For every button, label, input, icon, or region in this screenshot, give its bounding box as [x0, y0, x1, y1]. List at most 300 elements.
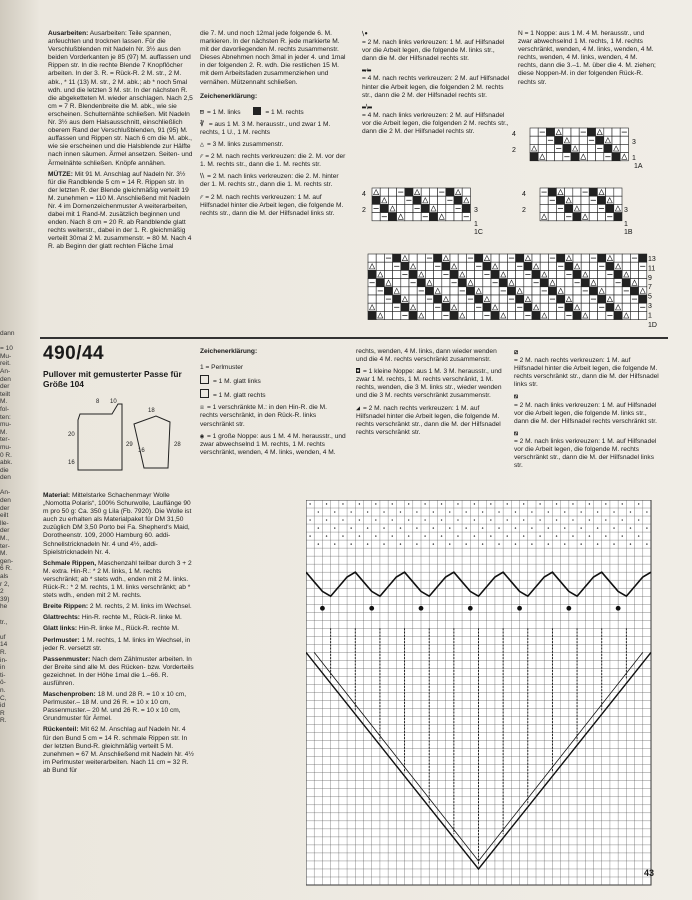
yoke-dot	[490, 519, 491, 520]
chart-cell	[384, 303, 392, 311]
yoke-dot	[622, 519, 623, 520]
yoke-dot	[441, 503, 442, 504]
yoke-dot	[605, 503, 606, 504]
chart-cell	[571, 128, 579, 136]
chart-cell	[639, 270, 647, 278]
left-edge-fragment: R.	[0, 717, 7, 725]
triangle-icon: △	[200, 140, 204, 149]
chart-cell	[434, 279, 442, 287]
left-edge-fragment: An-	[0, 489, 11, 497]
chart-cell	[413, 213, 421, 221]
left-edge-fragment: mu-	[0, 443, 12, 451]
left-edge-fragment: R	[0, 709, 5, 717]
chart-cell	[425, 262, 433, 270]
chart-cell	[589, 287, 597, 295]
chart-cell	[548, 188, 556, 196]
chart-cell	[438, 196, 446, 204]
minus-box-icon: ⊟	[200, 107, 204, 116]
chart-cell	[563, 128, 571, 136]
chart-cell	[516, 279, 524, 287]
legend2-cross-right-purl: ⧄ = 2 M. nach rechts verkreuzen: 1 M. auf Hilfsnadel hinter die Arbeit legen, die folgende M. rechts verschränkt str., dann die M. der Hilfsnadel links str.	[514, 348, 659, 389]
yoke-dot	[490, 503, 491, 504]
chart-row-label: 1	[474, 221, 478, 228]
legend-decrease: △ = 3 M. links zusammenstr.	[200, 140, 284, 149]
chart-cell	[612, 128, 620, 136]
yoke-dot	[400, 511, 401, 512]
chart-cell	[421, 188, 429, 196]
chart-cell	[450, 287, 458, 295]
legend2-big-nub-cont: rechts, wenden, 4 M. links, dann wieder wenden und die 4 M. rechts verschränkt zusammenstr.	[356, 348, 497, 364]
left-edge-fragment: in	[0, 664, 6, 672]
yoke-dot	[392, 519, 393, 520]
chart-cell	[530, 153, 538, 161]
chart-cell	[516, 270, 524, 278]
chart-row-label: 1A	[634, 163, 643, 170]
chart-cell	[409, 295, 417, 303]
yoke-dot	[375, 503, 376, 504]
chart-cell	[425, 287, 433, 295]
yoke-dot	[457, 503, 458, 504]
yoke-dot	[523, 503, 524, 504]
yoke-dot	[375, 519, 376, 520]
chart-cell	[507, 287, 515, 295]
yoke-dot	[630, 543, 631, 544]
yoke-dot	[482, 511, 483, 512]
chart-cell	[587, 153, 595, 161]
yoke-dot	[465, 543, 466, 544]
chart-cell	[376, 254, 384, 262]
chart-cell	[589, 204, 597, 212]
big-nub-icon: ◉	[200, 431, 204, 440]
yoke-dot	[465, 527, 466, 528]
left-page-edge-text	[0, 330, 36, 900]
left-edge-fragment: uf	[0, 633, 6, 641]
left-edge-fragment	[0, 611, 36, 619]
chart-cell	[620, 136, 628, 144]
left-edge-fragment: C,	[0, 694, 7, 702]
chart-cell	[530, 136, 538, 144]
rib-narrow-text: Schmale Rippen, Maschenzahl teilbar durch 3 + 2 M. extra. Hin-R.: * 2 M. links, 1 M. rechts verschränkt; ab * stets wdh., enden mit 2 M. links. Rück-R.: * 2 M. rechts, 1 M. links verschränkt; ab * stets wdh., enden mit 2 M. rechts.	[43, 559, 192, 600]
chart-cell	[571, 153, 579, 161]
chart-cell	[458, 254, 466, 262]
chart-row-label: 7	[648, 284, 652, 292]
yoke-dot	[441, 519, 442, 520]
chart-cell	[417, 295, 425, 303]
yoke-dot	[408, 503, 409, 504]
chart-cell	[376, 279, 384, 287]
sketch-label: 10	[110, 399, 117, 405]
chart-row-label: 2	[362, 207, 366, 214]
left-edge-fragment: gen-	[0, 557, 14, 565]
chart-cell	[475, 295, 483, 303]
chart-cell	[491, 295, 499, 303]
chart-cell	[421, 204, 429, 212]
dash-box-icon	[200, 389, 209, 398]
chart-row-label: 1	[632, 155, 636, 162]
chart-cell	[475, 270, 483, 278]
yoke-dot	[515, 543, 516, 544]
four-cross-left-icon: ▬⧵▬	[362, 102, 373, 111]
yoke-dot	[622, 535, 623, 536]
chart-cell	[565, 287, 573, 295]
chart-cell	[466, 311, 474, 319]
chart-cell	[507, 270, 515, 278]
chart-cell	[442, 279, 450, 287]
yoke-dot	[515, 511, 516, 512]
chart-cell	[639, 279, 647, 287]
chart-cell	[483, 287, 491, 295]
chart-cell	[524, 287, 532, 295]
yoke-dot	[556, 503, 557, 504]
chart-cell	[573, 196, 581, 204]
left-edge-fragment: der	[0, 504, 10, 512]
chart-cell	[475, 311, 483, 319]
chart-cell	[606, 204, 614, 212]
yoke-dot	[630, 511, 631, 512]
chart-cell	[614, 213, 622, 221]
yoke-dot	[597, 511, 598, 512]
yoke-dot	[449, 511, 450, 512]
chart-cell	[384, 311, 392, 319]
chart-row-label: 11	[648, 265, 656, 273]
chart-cell	[429, 188, 437, 196]
yoke-dot	[482, 527, 483, 528]
chart-cell	[466, 270, 474, 278]
chart-cell	[604, 144, 612, 152]
chart-cell	[581, 303, 589, 311]
left-edge-fragment: = 10	[0, 345, 13, 353]
yoke-dot	[531, 511, 532, 512]
left-edge-fragment: ö-	[0, 679, 6, 687]
yoke-dot	[350, 543, 351, 544]
yoke-dot	[646, 511, 647, 512]
chart-cell	[540, 279, 548, 287]
chart-cell	[598, 311, 606, 319]
chart-cell	[581, 262, 589, 270]
legend2-purl: = 1 M. glatt links	[200, 375, 346, 386]
left-edge-fragment: ti-	[0, 671, 6, 679]
chart-cell	[614, 295, 622, 303]
garment-sketch	[52, 396, 200, 478]
chart-cell	[557, 270, 565, 278]
left-edge-fragment: fol-	[0, 405, 10, 413]
chart-cell	[555, 153, 563, 161]
yoke-dot	[630, 527, 631, 528]
yoke-dot	[457, 519, 458, 520]
chart-cell	[538, 136, 546, 144]
yoke-dot	[465, 511, 466, 512]
yoke-dot	[383, 511, 384, 512]
yoke-dot	[646, 527, 647, 528]
yoke-dot	[342, 503, 343, 504]
seed-stitch-text: Perlmuster: 1 M. rechts, 1 M. links im Wechsel, in jeder R. versetzt str.	[43, 636, 191, 652]
top-right-column-2	[518, 30, 656, 90]
yoke-dot	[433, 543, 434, 544]
chart-cell	[475, 279, 483, 287]
chart-cell	[620, 144, 628, 152]
yoke-dot	[326, 519, 327, 520]
chart-row-label: 1	[624, 221, 628, 228]
chart-cell	[573, 295, 581, 303]
cross-right-purl-icon: ⧄	[514, 348, 519, 356]
chart-cell	[499, 254, 507, 262]
chart-row-label: 3	[648, 303, 652, 310]
yoke-dot	[367, 543, 368, 544]
chart-cell	[458, 262, 466, 270]
left-edge-fragment: als	[0, 573, 9, 580]
yoke-dot	[564, 543, 565, 544]
left-edge-fragment: he	[0, 603, 8, 611]
chart-cell	[565, 303, 573, 311]
chart-cell	[589, 311, 597, 319]
chart-cell	[405, 213, 413, 221]
yoke-nub	[419, 606, 424, 611]
chart-cell	[571, 136, 579, 144]
yoke-dot	[580, 527, 581, 528]
article-title: Pullover mit gemusterter Passe für Größe 104	[43, 369, 182, 389]
chart-cell	[397, 196, 405, 204]
yoke-dot	[556, 519, 557, 520]
chart-cell	[548, 213, 556, 221]
chart-cell	[425, 303, 433, 311]
yoke-dot	[564, 511, 565, 512]
yoke-pattern-text: Passenmuster: Nach dem Zählmuster arbeiten. In der Breite sind alle M. des Rücken- bzw. Vorderteils gezeichnet. In der Höhe 1mal die 1.–66. R. ausführen.	[43, 655, 194, 687]
legend-row-1: ⊟ = 1 M. links = 1 M. rechts	[200, 107, 304, 116]
chart-cell	[540, 295, 548, 303]
chart-cell	[573, 311, 581, 319]
yoke-dot	[359, 519, 360, 520]
chart-cell	[581, 196, 589, 204]
chart-cell	[454, 213, 462, 221]
chart-cell	[589, 188, 597, 196]
article-number: 490/44	[43, 343, 105, 364]
chart-cell	[466, 287, 474, 295]
chart-cell	[401, 262, 409, 270]
chart-cell	[450, 311, 458, 319]
yoke-dot	[597, 543, 598, 544]
chart-cell	[530, 128, 538, 136]
chart-cell	[434, 270, 442, 278]
chart-cell	[483, 279, 491, 287]
top-left-column	[48, 30, 193, 255]
chart-cell	[538, 144, 546, 152]
yoke-dot	[589, 503, 590, 504]
yoke-chart	[306, 500, 666, 886]
cross-left-twisted-icon: ⧅	[514, 428, 519, 437]
chart-cell	[548, 311, 556, 319]
yoke-dot	[474, 503, 475, 504]
chart-cell	[434, 254, 442, 262]
yoke-dot	[507, 503, 508, 504]
chart-cell	[557, 254, 565, 262]
left-edge-fragment: An-	[0, 367, 11, 375]
yoke-dot	[342, 519, 343, 520]
chart-cell	[425, 311, 433, 319]
chart-cell	[462, 188, 470, 196]
left-edge-fragment: 39)	[0, 595, 10, 603]
left-edge-fragment: n.	[0, 686, 6, 694]
chart-cell	[606, 279, 614, 287]
yoke-dot	[449, 543, 450, 544]
chart-cell	[589, 262, 597, 270]
chart-cell	[555, 136, 563, 144]
legend-nub: N = 1 Noppe: aus 1 M. 4 M. herausstr., und zwar abwechselnd 1 M. rechts, 1 M. rechts verschränkt, wenden, 4 M. links, wenden, 4 M. rechts, wenden, 4 M. links, wenden, 4 M. rechts, dann die 3.–1. M. über die 4. M. ziehen; diese Noppen-M. in der folgenden Rück-R. rechts str.	[518, 30, 656, 86]
reverse-stockinette-text: Glatt links: Hin-R. linke M., Rück-R. rechte M.	[43, 625, 179, 633]
yoke-dot	[342, 535, 343, 536]
left-edge-fragment	[0, 626, 36, 634]
chart-cell	[442, 287, 450, 295]
chart-cell	[573, 254, 581, 262]
chart-cell	[606, 287, 614, 295]
chart-cell	[532, 311, 540, 319]
yoke-dot	[383, 543, 384, 544]
cross-left-icon: ⧵⧵	[200, 172, 205, 181]
chart-cell	[622, 295, 630, 303]
chart-cell	[450, 295, 458, 303]
chart-cell	[622, 254, 630, 262]
chart-cell	[458, 303, 466, 311]
chart-cell	[429, 213, 437, 221]
chart-cell	[540, 196, 548, 204]
chart-cell	[491, 287, 499, 295]
chart-row-label: 4	[362, 191, 366, 198]
chart-cell	[516, 295, 524, 303]
chart-cell	[425, 270, 433, 278]
rib-wide-text: Breite Rippen: 2 M. rechts, 2 M. links im Wechsel.	[43, 603, 192, 611]
hat-continued-text: die 7. M. und noch 12mal jede folgende 6. M. markieren. In der nächsten R. jede markierte M. mit der davorliegenden M. rechts zusammenstr. Dieses Abnehmen noch 3mal in jeder 4. und 1mal in der folgenden 2. R. wdh. Die restlichen 15 M. mit dem Arbeitsfaden zusammenziehen und vernähen. Mützennaht schließen.	[200, 30, 346, 86]
chart-cell	[458, 295, 466, 303]
chart-cell	[639, 295, 647, 303]
yoke-nub	[616, 606, 621, 611]
yoke-dot	[548, 527, 549, 528]
sketch-label: 29	[126, 442, 133, 448]
chart-cell	[507, 303, 515, 311]
chart-cell	[622, 303, 630, 311]
chart-cell	[368, 311, 376, 319]
yoke-nub	[369, 606, 374, 611]
chart-cell	[499, 295, 507, 303]
chart-cell	[557, 311, 565, 319]
yoke-dot	[523, 519, 524, 520]
chart-cell	[606, 262, 614, 270]
sketch-label: 28	[174, 442, 181, 448]
legend2-big-nub: ◉ = 1 große Noppe: aus 1 M. 4 M. herausstr., und zwar abwechselnd 1 M. rechts, 1 M. rechts verschränkt, wenden, 4 M. links, wenden, 4 M.	[200, 431, 346, 456]
finishing-text: Ausarbeiten: Ausarbeiten: Teile spannen, anfeuchten und trocknen lassen. Für die Verschlußblenden mit Nadeln Nr. 3½ aus den beiden Vorderkanten je 85 (97) M. auffassen und Rippen str. In die rechte Blende 7 Knopflöcher arbeiten. In der 3. R. = Rück-R. 2 M. str., 2 M. abk., * 11 (13) M. str., 2 M. abk.; ab * noch 5mal wdh. und die letzten 3 M. str. In der nächsten R. die abgeketteten M. wieder anschlagen. Nach 2,5 cm = 7 R. Blendenbreite die M. abk., wie sie erscheinen. Schulternähte schließen. Mit Nadeln Nr. 3½ aus dem Halsausschnitt, einschließlich oberem Rand der Verschlußblenden, 91 (95) M. auffassen und Rippen str. Nach 6 cm die M. abk., wie sie erscheinen und die Halsblende zur Hälfte nach innen säumen. Ärmel ansetzen. Seiten- und Ärmelnähte schließen. Knöpfe annähen.	[48, 30, 193, 167]
yoke-dot	[400, 543, 401, 544]
chart-cell	[573, 287, 581, 295]
chart-cell	[442, 262, 450, 270]
chart-a	[530, 128, 628, 161]
yoke-dot	[589, 519, 590, 520]
legend-cable-right: ⁄⁄ = 2 M. nach rechts verkreuzen: 1 M. auf Hilfsnadel hinter die Arbeit legen, die folgende M. rechts str., dann die M. der Hilfsnadel links str.	[200, 192, 344, 217]
chart-row-label: 4	[512, 131, 516, 138]
cable-left-icon: ⧵•	[362, 30, 369, 38]
legend2-small-nub: ◘ = 1 kleine Noppe: aus 1 M. 3 M. herausstr., und zwar 1 M. rechts, 1 M. rechts verschränkt, 1 M. rechts, wenden, die 3 M. links str., wieder wenden und die 3 M. rechts verschränkt zusammenstr.	[356, 367, 502, 400]
chart-cell	[438, 204, 446, 212]
chart-cell	[401, 303, 409, 311]
yoke-dot	[309, 503, 310, 504]
yoke-dot	[400, 527, 401, 528]
chart-cell	[405, 188, 413, 196]
chart-cell	[499, 279, 507, 287]
chart-cell	[532, 254, 540, 262]
chart-cell	[546, 128, 554, 136]
yoke-dot	[408, 535, 409, 536]
yoke-dot	[638, 535, 639, 536]
legend2-cross-left-purl: ⧅ = 2 M. nach links verkreuzen: 1 M. auf Hilfsnadel vor die Arbeit legen, die folgende M. links str., dann die M. der Hilfsnadel rechts verschränkt str.	[514, 392, 657, 425]
yoke-nub	[320, 606, 325, 611]
chart-cell	[612, 153, 620, 161]
chart-row-label: 3	[624, 207, 628, 214]
chart-cell	[397, 204, 405, 212]
chart-cell	[409, 270, 417, 278]
chart-cell	[393, 254, 401, 262]
chart-row-label: 2	[522, 207, 526, 214]
chart-cell	[368, 254, 376, 262]
yoke-dot	[507, 535, 508, 536]
yoke-dot	[433, 527, 434, 528]
chart-cell	[532, 287, 540, 295]
left-edge-fragment: der	[0, 527, 10, 535]
yoke-dot	[539, 519, 540, 520]
chart-cell	[548, 303, 556, 311]
article-body	[43, 492, 195, 884]
yoke-dot	[622, 503, 623, 504]
legend-cross-right: ⁄⁄ = 2 M. nach rechts verkreuzen: die 2. M. vor der 1. M. rechts str., dann die 1. M. rechts str.	[200, 152, 346, 169]
chart-cell	[376, 303, 384, 311]
chart-cell	[450, 254, 458, 262]
yoke-dot	[605, 535, 606, 536]
yoke-dot	[416, 511, 417, 512]
legend2-column-1	[200, 348, 346, 460]
chart-cell	[614, 270, 622, 278]
chart-d	[368, 254, 647, 320]
legend-4-cross-left: ▬⧵▬ = 4 M. nach links verkreuzen: 2 M. auf Hilfsnadel vor die Arbeit legen, die folgenden 2 M. rechts str., dann die 2 M. der Hilfsnadel rechts str.	[362, 102, 509, 136]
yoke-dot	[375, 535, 376, 536]
chart-cell	[614, 188, 622, 196]
chart-cell	[598, 279, 606, 287]
chart-cell	[532, 295, 540, 303]
chart-cell	[417, 303, 425, 311]
sketch-label: 16	[138, 448, 145, 454]
yoke-dot	[482, 543, 483, 544]
chart-cell	[589, 213, 597, 221]
yoke-dot	[580, 511, 581, 512]
chart-cell	[596, 136, 604, 144]
chart-cell	[376, 295, 384, 303]
chart-cell	[384, 270, 392, 278]
left-edge-fragment: eilt	[0, 512, 9, 520]
chart-cell	[417, 262, 425, 270]
yoke-dot	[359, 503, 360, 504]
yoke-dot	[350, 527, 351, 528]
chart-cell	[630, 287, 638, 295]
left-edge-fragment: r 2,	[0, 580, 10, 588]
chart-cell	[548, 204, 556, 212]
chart-cell	[573, 270, 581, 278]
chart-cell	[376, 262, 384, 270]
yoke-nub	[566, 606, 571, 611]
chart-cell	[579, 144, 587, 152]
chart-cell	[372, 196, 380, 204]
chart-row-label: 2	[512, 147, 516, 154]
yoke-dot	[367, 527, 368, 528]
chart-cell	[556, 196, 564, 204]
gauge-text: Maschenproben: 18 M. und 28 R. = 10 x 10 cm, Perlmuster.– 18 M. und 26 R. = 10 x 10 cm, Passenmuster.– 20 M. und 26 R. = 10 x 10 cm, Grundmuster für Ärmel.	[43, 691, 187, 723]
chart-cell	[458, 279, 466, 287]
chart-cell	[612, 136, 620, 144]
legend-cable-left: ⧵• = 2 M. nach links verkreuzen: 1 M. auf Hilfsnadel vor die Arbeit legen, die folgende M. links str., dann die M. der Hilfsnadel rechts str.	[362, 30, 505, 63]
